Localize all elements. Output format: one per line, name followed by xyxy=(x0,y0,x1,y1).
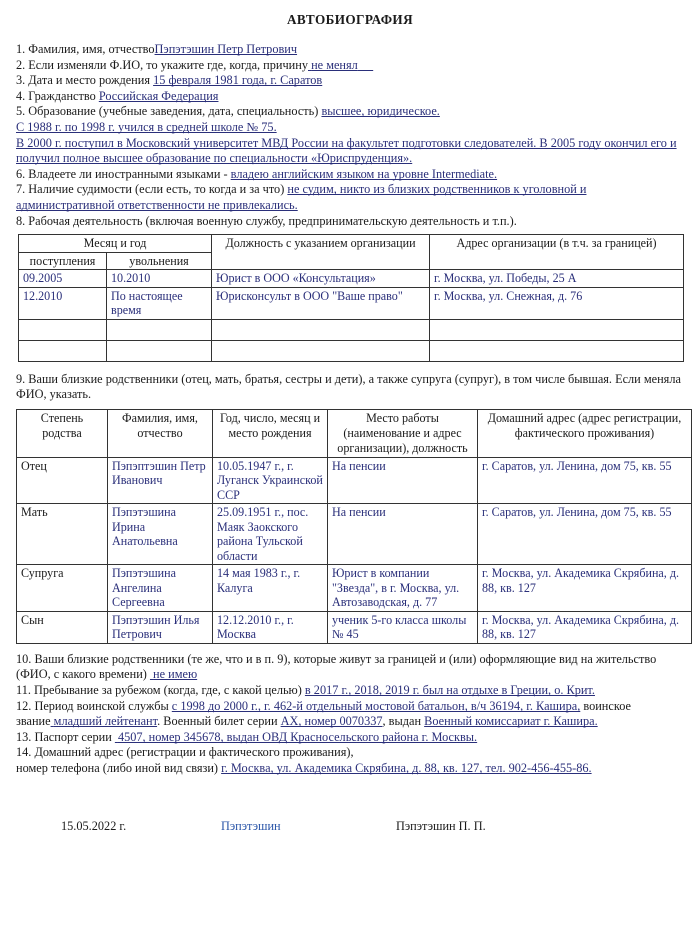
item-6 xyxy=(16,167,684,183)
item-14-label: 14. Домашний адрес (регистрации и фактического проживания), xyxy=(16,745,354,760)
item-1-label: 1. Фамилия, имя, отчество xyxy=(16,42,155,56)
item-5-label: 5. Образование (учебные заведения, дата, специальность) xyxy=(16,104,319,119)
work-end[interactable]: 10.2010 xyxy=(107,270,212,288)
rel-birth[interactable]: 14 мая 1983 г., г. Калуга xyxy=(213,565,328,612)
relatives-table-header-row xyxy=(17,409,692,457)
item-12-rank-label: воинское звание xyxy=(16,698,631,729)
item-9 xyxy=(16,372,684,403)
item-12 xyxy=(16,699,684,730)
document-page xyxy=(0,12,700,937)
work-end[interactable] xyxy=(107,319,212,340)
item-12-label: 12. Период воинской службы xyxy=(16,698,169,713)
item-5-line2[interactable]: С 1988 г. по 1998 г. учился в средней школе № 75. xyxy=(16,119,277,134)
work-end[interactable]: По настоящее время xyxy=(107,287,212,319)
signature-date: 15.05.2022 г. xyxy=(61,818,127,833)
rel-name[interactable]: Пэпэтэшин Илья Петрович xyxy=(108,611,213,643)
item-3-value[interactable]: 15 февраля 1981 года, г. Саратов xyxy=(153,73,323,88)
item-1 xyxy=(16,42,684,58)
header-relation: Степень родства xyxy=(17,409,108,457)
signature-row xyxy=(16,819,684,834)
work-address[interactable] xyxy=(430,319,684,340)
rel-work[interactable]: На пенсии xyxy=(328,457,478,504)
rel-name[interactable]: Пэпэптэшин Петр Иванович xyxy=(108,457,213,504)
item-8 xyxy=(16,214,684,230)
item-6-value[interactable]: владею английским языком на уровне Intermediate. xyxy=(230,166,498,181)
document-title: АВТОБИОГРАФИЯ xyxy=(286,12,414,27)
item-4-value[interactable]: Российская Федерация xyxy=(98,88,219,103)
header-month-year: Месяц и год xyxy=(19,235,212,253)
rel-birth[interactable]: 12.12.2010 г., г. Москва xyxy=(213,611,328,643)
item-4-label: 4. Гражданство xyxy=(16,88,96,103)
rel-work[interactable]: Юрист в компании "Звезда", в г. Москва, ул. Автозаводская, д. 77 xyxy=(328,565,478,612)
item-11-value[interactable]: в 2017 г., 2018, 2019 г. был на отдыхе в Греции, о. Крит. xyxy=(304,683,595,697)
item-12-rank-value[interactable]: младший лейтенант xyxy=(53,714,158,729)
table-row xyxy=(19,319,684,340)
signature-mark[interactable]: Пэпэтэшин xyxy=(221,818,281,833)
item-12-service-period[interactable]: с 1998 до 2000 г., г. 462-й отдельный мостовой батальон, в/ч 36194, г. Кашира, xyxy=(171,698,581,713)
item-12-issuer-value[interactable]: Военный комиссариат г. Кашира. xyxy=(424,714,598,729)
rel-address[interactable]: г. Саратов, ул. Ленина, дом 75, кв. 55 xyxy=(478,504,692,565)
item-5 xyxy=(16,104,684,120)
rel-name[interactable]: Пэпэтэшина Ангелина Сергеевна xyxy=(108,565,213,612)
item-2-label: 2. Если изменяли Ф.ИО, то укажите где, когда, причину xyxy=(16,57,308,72)
work-start[interactable]: 12.2010 xyxy=(19,287,107,319)
item-9-label: 9. Ваши близкие родственники (отец, мать, братья, сестры и дети), а также супруга (супруг), в том числе бывшая. Если меняла ФИО, указать. xyxy=(16,371,681,402)
item-11-label: 11. Пребывание за рубежом (когда, где, с какой целью) xyxy=(16,683,302,697)
item-1-value[interactable]: Пэпэтэшин Петр Петрович xyxy=(154,42,298,56)
rel-relation[interactable]: Супруга xyxy=(17,565,108,612)
signature-name: Пэпэтэшин П. П. xyxy=(396,818,486,833)
item-3-label: 3. Дата и место рождения xyxy=(16,73,150,88)
item-11 xyxy=(16,683,684,699)
item-7-value[interactable]: не судим, никто из близких родственников к уголовной и административной ответственности не привлекались. xyxy=(16,182,587,212)
item-2 xyxy=(16,58,684,74)
item-5-line2-wrap xyxy=(16,120,684,136)
rel-address[interactable]: г. Москва, ул. Академика Скрябина, д. 88, кв. 127 xyxy=(478,611,692,643)
work-start[interactable] xyxy=(19,340,107,361)
rel-birth[interactable]: 10.05.1947 г., г. Луганск Украинской ССР xyxy=(213,457,328,504)
rel-relation[interactable]: Сын xyxy=(17,611,108,643)
table-row xyxy=(17,457,692,504)
work-address[interactable]: г. Москва, ул. Победы, 25 А xyxy=(430,270,684,288)
work-table-header-row-1 xyxy=(19,235,684,253)
work-address[interactable]: г. Москва, ул. Снежная, д. 76 xyxy=(430,287,684,319)
item-10 xyxy=(16,652,684,683)
rel-address[interactable]: г. Москва, ул. Академика Скрябина, д. 88, кв. 127 xyxy=(478,565,692,612)
work-address[interactable] xyxy=(430,340,684,361)
work-start[interactable]: 09.2005 xyxy=(19,270,107,288)
rel-birth[interactable]: 25.09.1951 г., пос. Маяк Заокского района Тульской области xyxy=(213,504,328,565)
header-name: Фамилия, имя, отчество xyxy=(108,409,213,457)
item-13-label: 13. Паспорт серии xyxy=(16,729,112,744)
table-row xyxy=(19,270,684,288)
rel-work[interactable]: ученик 5-го класса школы № 45 xyxy=(328,611,478,643)
work-position[interactable]: Юрист в ООО «Консультация» xyxy=(212,270,430,288)
item-10-label: 10. Ваши близкие родственники (те же, что и в п. 9), которые живут за границей и (или) оформляющие вид на жительство (ФИО, с какого времени) xyxy=(16,651,657,682)
work-position[interactable] xyxy=(212,319,430,340)
item-6-label: 6. Владеете ли иностранными языками - xyxy=(16,166,228,181)
work-start[interactable] xyxy=(19,319,107,340)
header-birth: Год, число, месяц и место рождения xyxy=(213,409,328,457)
item-5-line3-wrap xyxy=(16,136,684,167)
header-address: Домашний адрес (адрес регистрации, фактического проживания) xyxy=(478,409,692,457)
item-4 xyxy=(16,89,684,105)
item-14-line2 xyxy=(16,761,684,777)
table-row xyxy=(17,504,692,565)
work-end[interactable] xyxy=(107,340,212,361)
item-14-value[interactable]: г. Москва, ул. Академика Скрябина, д. 88, кв. 127, тел. 902-456-455-86. xyxy=(221,760,592,775)
item-2-value[interactable]: не менял xyxy=(311,57,358,72)
relatives-table xyxy=(16,409,692,644)
header-work: Место работы (наименование и адрес организации), должность xyxy=(328,409,478,457)
work-history-table xyxy=(18,234,684,362)
rel-work[interactable]: На пенсии xyxy=(328,504,478,565)
table-row xyxy=(17,611,692,643)
item-13 xyxy=(16,730,684,746)
item-8-label: 8. Рабочая деятельность (включая военную службу, предпринимательскую деятельность и т.п.). xyxy=(16,213,517,228)
rel-name[interactable]: Пэпэтэшина Ирина Анатольевна xyxy=(108,504,213,565)
item-12-ticket-value[interactable]: АХ, номер 0070337 xyxy=(280,714,383,729)
header-position: Должность с указанием организации xyxy=(212,235,430,270)
item-10-value[interactable]: не имею xyxy=(153,667,198,682)
item-13-value[interactable]: 4507, номер 345678, выдан ОВД Красносельского района г. Москвы. xyxy=(117,729,478,744)
rel-relation[interactable]: Мать xyxy=(17,504,108,565)
item-12-issuer-label: , выдан xyxy=(382,714,422,729)
table-row xyxy=(19,287,684,319)
header-address: Адрес организации (в т.ч. за границей) xyxy=(430,235,684,270)
item-14-phone-label: номер телефона (либо иной вид связи) xyxy=(16,760,219,775)
work-position[interactable] xyxy=(212,340,430,361)
item-5-value[interactable]: высшее, юридическое. xyxy=(321,104,440,119)
rel-address[interactable]: г. Саратов, ул. Ленина, дом 75, кв. 55 xyxy=(478,457,692,504)
item-7-label: 7. Наличие судимости (если есть, то когда и за что) xyxy=(16,182,285,197)
table-row xyxy=(17,565,692,612)
header-start: поступления xyxy=(19,252,107,270)
item-3 xyxy=(16,73,684,89)
item-7 xyxy=(16,182,684,213)
table-row xyxy=(19,340,684,361)
item-12-ticket-label: . Военный билет серии xyxy=(157,714,278,729)
header-end: увольнения xyxy=(107,252,212,270)
work-position[interactable]: Юрисконсульт в ООО "Ваше право" xyxy=(212,287,430,319)
rel-relation[interactable]: Отец xyxy=(17,457,108,504)
item-5-line3[interactable]: В 2000 г. поступил в Московский университет МВД России на факультет подготовки следователей. В 2005 году окончил его и получил полное высшее образование по специальности «Юриспруденция». xyxy=(16,135,677,166)
item-14 xyxy=(16,745,684,761)
